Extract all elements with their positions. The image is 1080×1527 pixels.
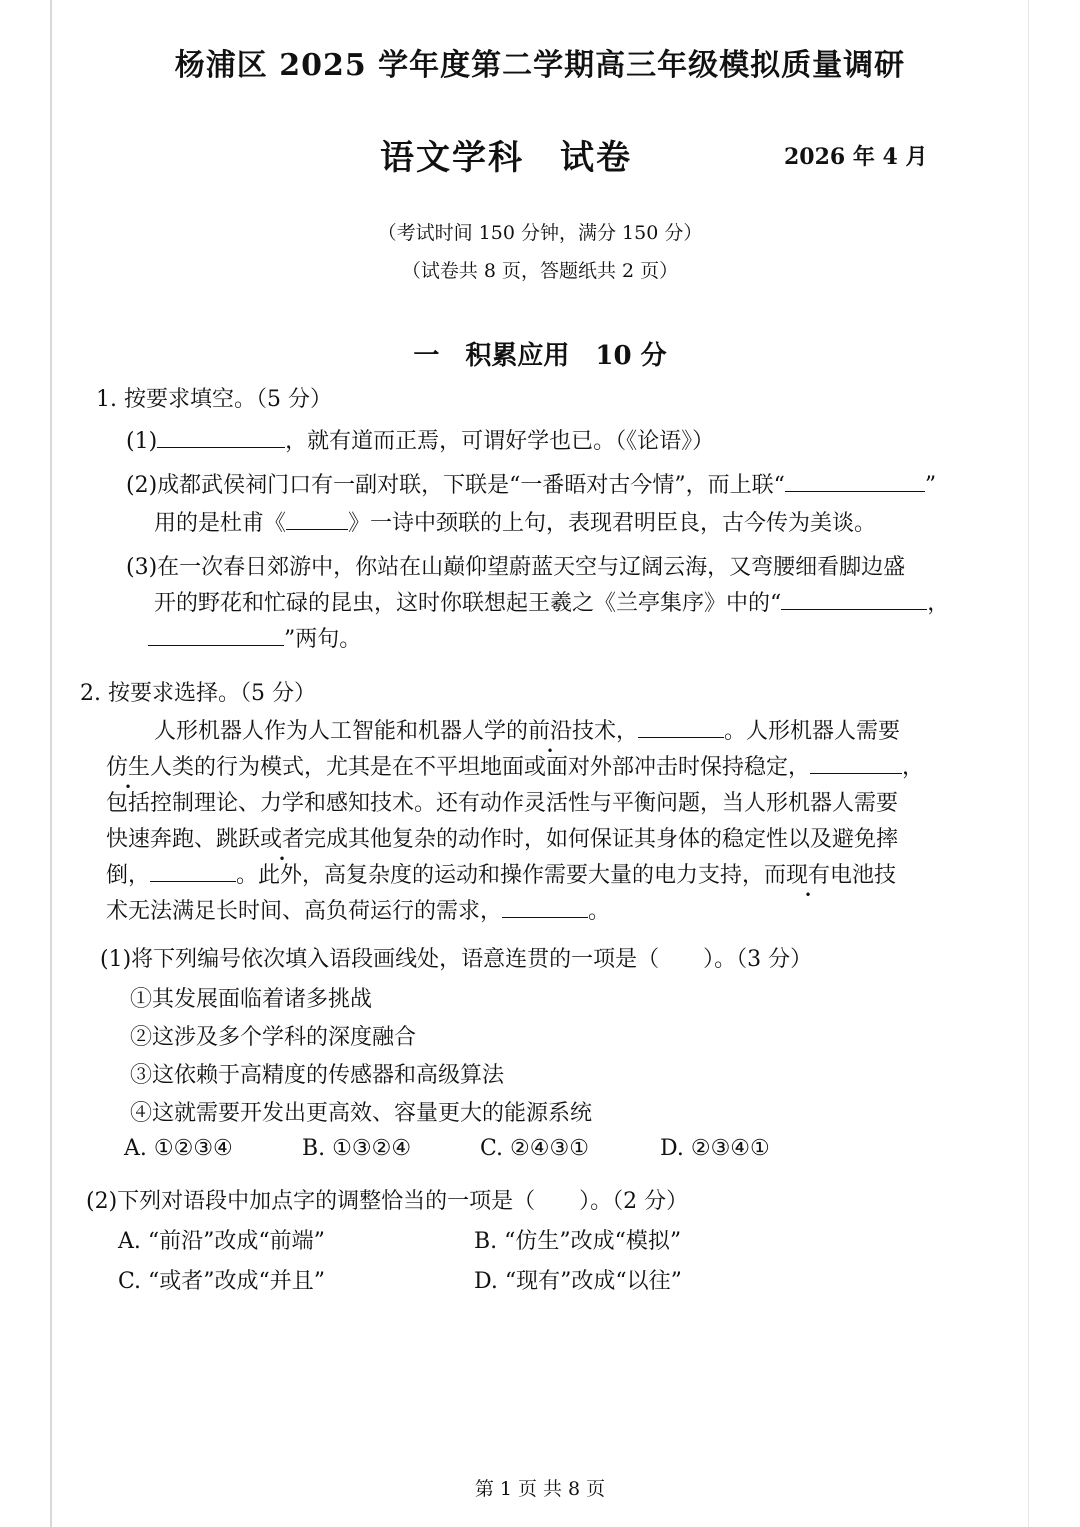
q2-stem: 2. 按要求选择。（5 分） bbox=[80, 681, 316, 706]
exam-date: 2026 年 4 月 bbox=[784, 144, 928, 170]
q2-sub1-item: ④这就需要开发出更高效、容量更大的能源系统 bbox=[130, 1101, 593, 1126]
q1-part3-line2 bbox=[154, 586, 949, 617]
q1-part2-line1 bbox=[126, 468, 936, 499]
q1-part1 bbox=[126, 424, 714, 455]
section-title: 一 积累应用 10 分 bbox=[413, 341, 667, 371]
page-number: 第 1 页 共 8 页 bbox=[474, 1478, 606, 1500]
q2-sub1-item: ①其发展面临着诸多挑战 bbox=[130, 987, 373, 1012]
passage-line bbox=[106, 858, 896, 889]
q1-stem: 1. 按要求填空。（5 分） bbox=[96, 387, 332, 412]
passage-line bbox=[106, 894, 610, 925]
passage-text: 完成其他复杂的动作时，如何保证其身体的稳定性以及避免摔 bbox=[304, 827, 899, 852]
q2-sub1-item: ②这涉及多个学科的深度融合 bbox=[130, 1025, 417, 1050]
answer-blank[interactable] bbox=[785, 473, 925, 492]
q1-part1-text: ，就有道而正焉，可谓好学也已。（《论语》） bbox=[285, 429, 715, 454]
passage-text: ， bbox=[902, 755, 925, 780]
q2-sub2-stem: (2)下列对语段中加点字的调整恰当的一项是（ ）。（2 分） bbox=[86, 1189, 689, 1214]
q1-part3-text: 开的野花和忙碌的昆虫，这时你联想起王羲之《兰亭集序》中的“ bbox=[154, 591, 782, 616]
q1-part2-line2 bbox=[154, 506, 876, 537]
passage-line bbox=[106, 750, 924, 781]
q1-part3-line1: (3)在一次春日郊游中，你站在山巅仰望蔚蓝天空与辽阔云海，又弯腰细看脚边盛 bbox=[126, 555, 906, 580]
answer-blank[interactable] bbox=[148, 627, 284, 646]
passage-text: 。此外，高复杂度的运动和操作需要大量的电力支持，而 bbox=[236, 863, 787, 888]
q2-sub1-stem: (1)将下列编号依次填入语段画线处，语意连贯的一项是（ ）。（3 分） bbox=[100, 947, 813, 972]
passage-text: 技术， bbox=[572, 719, 639, 744]
q1-part1-num: (1) bbox=[126, 429, 158, 454]
q2-sub1-item: ③这依赖于高精度的传感器和高级算法 bbox=[130, 1063, 505, 1088]
passage-text: 。人形机器人需要 bbox=[724, 719, 901, 744]
q2-sub2-option-b[interactable]: B. “仿生”改成“模拟” bbox=[474, 1229, 682, 1254]
answer-blank[interactable] bbox=[781, 591, 927, 610]
answer-blank[interactable] bbox=[150, 863, 236, 882]
passage-line: 包括控制理论、力学和感知技术。还有动作灵活性与平衡问题，当人形机器人需要 bbox=[106, 791, 899, 816]
passage-text: 人类的行为模式，尤其是在不平坦地面或面对外部冲击时保持稳定， bbox=[150, 755, 811, 780]
answer-blank[interactable] bbox=[638, 719, 724, 738]
exam-pages-info: （试卷共 8 页，答题纸共 2 页） bbox=[401, 260, 679, 282]
answer-blank[interactable] bbox=[157, 429, 285, 448]
q2-sub1-option-d[interactable]: D. ②③④① bbox=[660, 1136, 770, 1161]
passage-line bbox=[154, 714, 900, 745]
answer-blank[interactable] bbox=[286, 511, 348, 530]
q2-sub2-option-a[interactable]: A. “前沿”改成“前端” bbox=[118, 1229, 325, 1254]
q1-part2-text: (2)成都武侯祠门口有一副对联，下联是“一番晤对古今情”，而上联“ bbox=[126, 473, 785, 498]
passage-text: 倒， bbox=[106, 863, 151, 888]
q2-sub1-option-b[interactable]: B. ①③②④ bbox=[302, 1136, 412, 1161]
dotted-word: 或者 bbox=[260, 827, 305, 852]
exam-title: 杨浦区 2025 学年度第二学期高三年级模拟质量调研 bbox=[174, 48, 906, 83]
q1-part2-close-quote: ” bbox=[924, 473, 937, 498]
passage-text: 人形机器人作为人工智能和机器人学的 bbox=[154, 719, 529, 744]
dotted-word: 前沿 bbox=[528, 719, 573, 744]
subject-title: 语文学科 试卷 bbox=[380, 138, 632, 178]
q1-part2-text-b: 用的是杜甫《 bbox=[154, 511, 287, 536]
q1-part2-text-c: 》一诗中颈联的上句，表现君明臣良，古今传为美谈。 bbox=[348, 511, 877, 536]
q1-part3-comma: ， bbox=[927, 591, 950, 616]
passage-line bbox=[106, 822, 898, 853]
answer-blank[interactable] bbox=[502, 899, 588, 918]
passage-text: 。 bbox=[588, 899, 611, 924]
dotted-word: 现有 bbox=[786, 863, 831, 888]
passage-text: 电池技 bbox=[830, 863, 897, 888]
passage-text: 术无法满足长时间、高负荷运行的需求， bbox=[106, 899, 503, 924]
q1-part3-end: ”两句。 bbox=[284, 627, 362, 652]
q2-sub1-option-a[interactable]: A. ①②③④ bbox=[124, 1136, 233, 1161]
q2-sub2-option-d[interactable]: D. “现有”改成“以往” bbox=[474, 1269, 682, 1294]
answer-blank[interactable] bbox=[810, 755, 902, 774]
dotted-word: 仿生 bbox=[106, 755, 151, 780]
q2-sub1-option-c[interactable]: C. ②④③① bbox=[480, 1136, 589, 1161]
q2-sub2-option-c[interactable]: C. “或者”改成“并且” bbox=[118, 1269, 326, 1294]
exam-time-info: （考试时间 150 分钟，满分 150 分） bbox=[377, 222, 703, 244]
q1-part3-line3 bbox=[148, 622, 361, 653]
passage-text: 快速奔跑、跳跃 bbox=[106, 827, 261, 852]
